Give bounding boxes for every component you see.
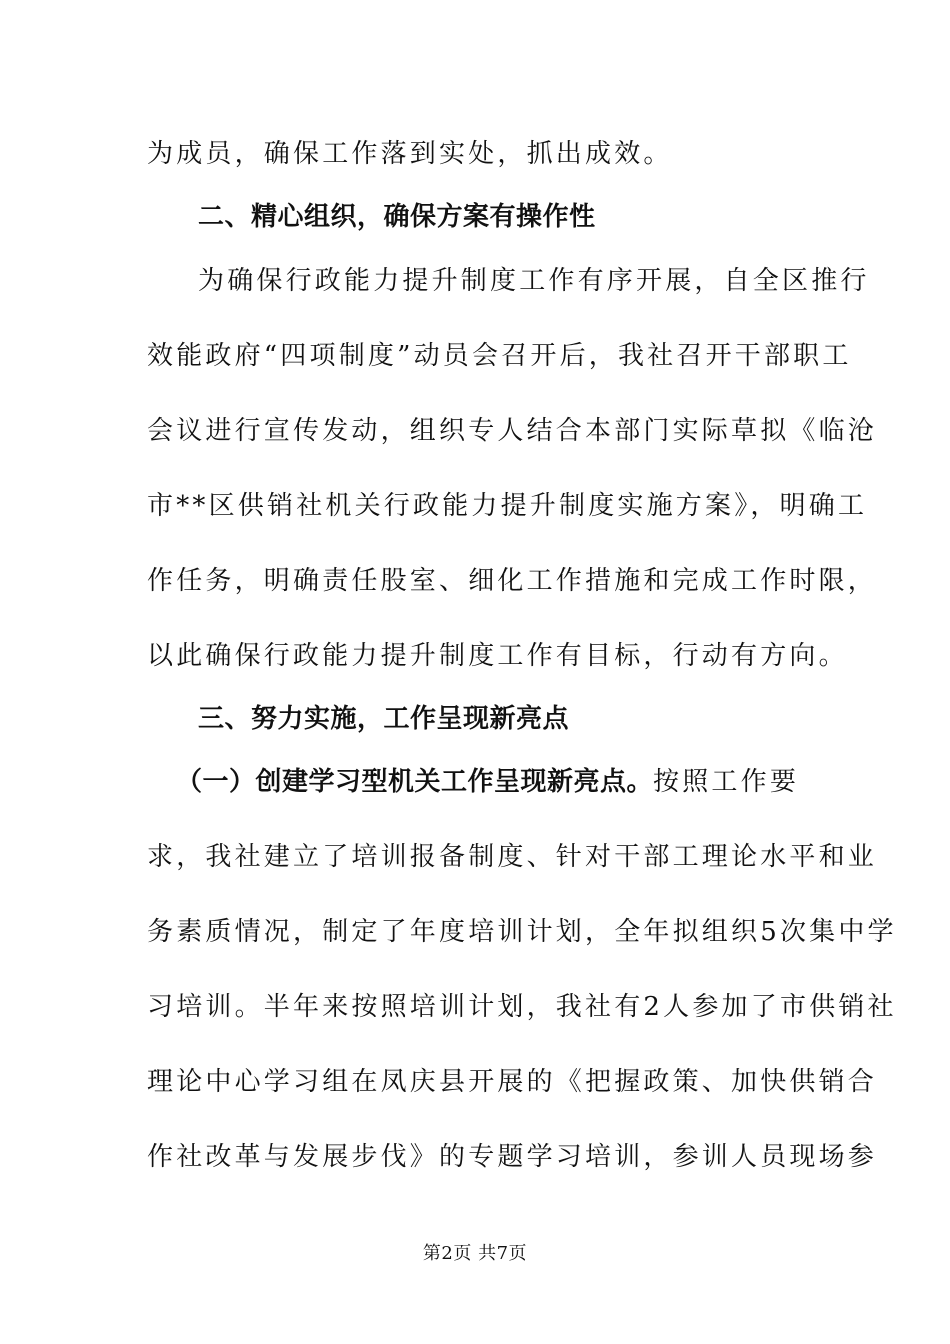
body-line-5: 会议进行宣传发动，组织专人结合本部门实际草拟《临沧 [147,416,878,446]
body-line-6: 市**区供销社机关行政能力提升制度实施方案》，明确工 [147,491,868,521]
body-line-13: 习培训。半年来按照培训计划，我社有2人参加了市供销社 [147,992,897,1022]
body-line-4: 效能政府“四项制度”动员会召开后，我社召开干部职工 [147,341,852,371]
page-number-footer: 第2页 共7页 [422,1243,528,1264]
body-line-7: 作任务，明确责任股室、细化工作措施和完成工作时限， [147,566,878,596]
body-line-1: 为成员，确保工作落到实处，抓出成效。 [147,139,673,169]
body-line-14: 理论中心学习组在凤庆县开展的《把握政策、加快供销合 [147,1067,878,1097]
section-heading-2: 二、精心组织，确保方案有操作性 [198,202,596,232]
section-heading-3: 三、努力实施，工作呈现新亮点 [198,704,570,734]
body-line-10 [176,765,799,799]
body-line-10-text: 按照工作要 [653,767,800,797]
body-line-3: 为确保行政能力提升制度工作有序开展，自全区推行 [198,266,870,296]
body-line-15: 作社改革与发展步伐》的专题学习培训，参训人员现场参 [147,1142,878,1172]
body-line-8: 以此确保行政能力提升制度工作有目标，行动有方向。 [147,641,848,671]
subsection-heading-1: （一）创建学习型机关工作呈现新亮点。 [176,767,654,797]
body-line-12: 务素质情况，制定了年度培训计划，全年拟组织5次集中学 [147,917,897,947]
body-line-11: 求，我社建立了培训报备制度、针对干部工理论水平和业 [147,842,878,872]
